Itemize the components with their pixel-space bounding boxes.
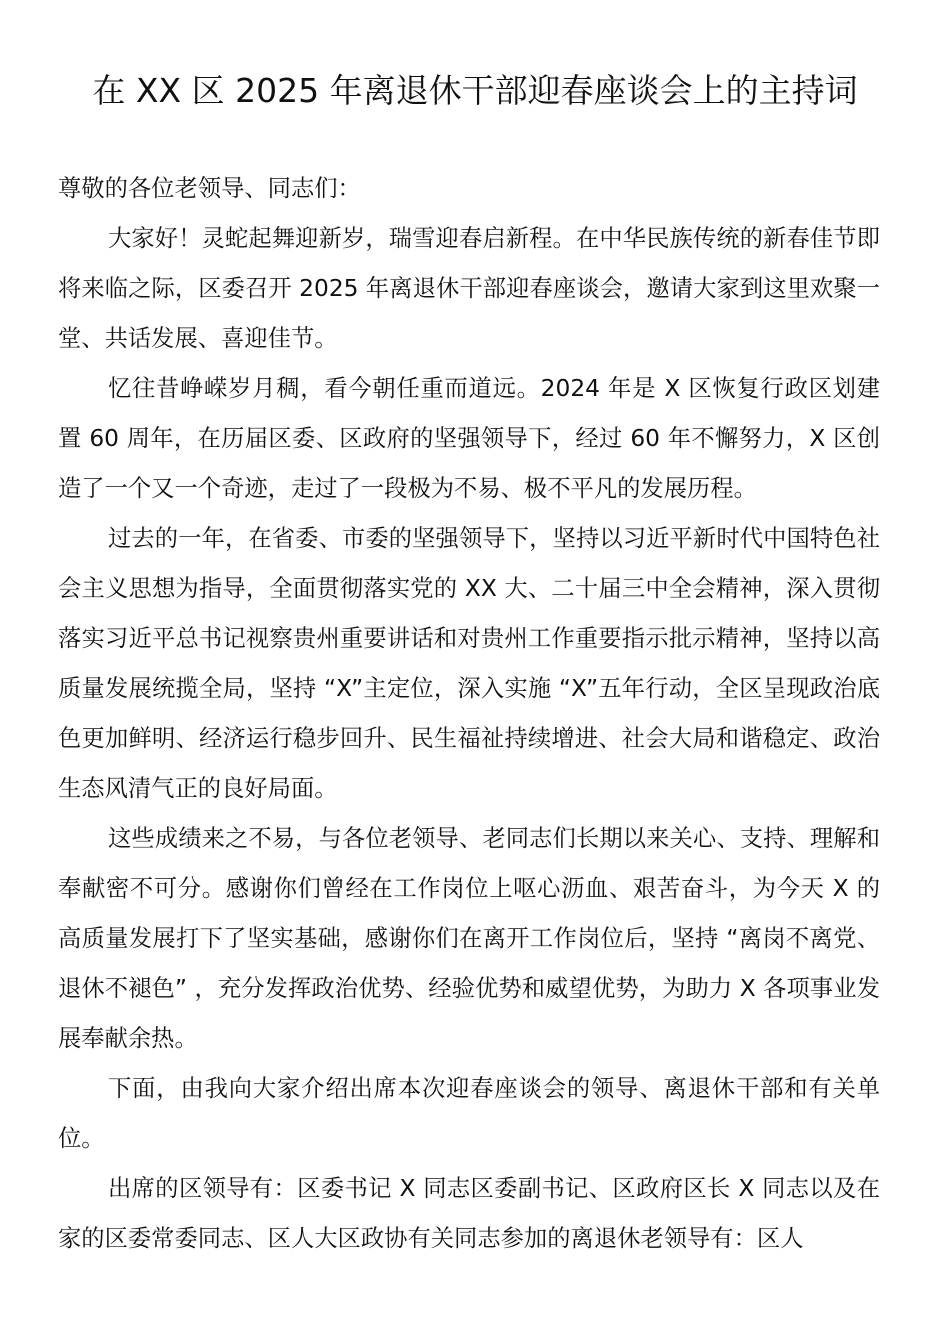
paragraph-history: 忆往昔峥嵘岁月稠，看今朝任重而道远。2024 年是 X 区恢复行政区划建置 60 周年，在历届区委、区政府的坚强领导下，经过 60 年不懈努力，X 区创造了一个又一个奇迹，走过了一段极为不易、极不平凡的发展历程。 [58, 375, 880, 502]
paragraph-thanks: 这些成绩来之不易，与各位老领导、老同志们长期以来关心、支持、理解和奉献密不可分。感谢你们曾经在工作岗位上呕心沥血、艰苦奋斗，为今天 X 的高质量发展打下了坚实基础，感谢你们在离开工作岗位后，坚持 “离岗不离党、退休不褪色” ，充分发挥政治优势、经验优势和威望优势，为助力 X 各项事业发展奉献余热。 [58, 825, 880, 1052]
document-body [58, 164, 880, 1264]
salutation: 尊敬的各位老领导、同志们： [58, 175, 361, 202]
paragraph-greeting: 大家好！灵蛇起舞迎新岁，瑞雪迎春启新程。在中华民族传统的新春佳节即将来临之际，区委召开 2025 年离退休干部迎春座谈会，邀请大家到这里欢聚一堂、共话发展、喜迎佳节。 [58, 225, 880, 352]
paragraph-achievements: 过去的一年，在省委、市委的坚强领导下，坚持以习近平新时代中国特色社会主义思想为指导，全面贯彻落实党的 XX 大、二十届三中全会精神，深入贯彻落实习近平总书记视察贵州重要讲话和对贵州工作重要指示批示精神，坚持以高质量发展统揽全局，坚持 “X”主定位，深入实施 “X”五年行动，全区呈现政治底色更加鲜明、经济运行稳步回升、民生福祉持续增进、社会大局和谐稳定、政治生态风清气正的良好局面。 [58, 525, 880, 802]
document-title: 在 XX 区 2025 年离退休干部迎春座谈会上的主持词 [92, 71, 858, 110]
paragraph-attendees: 出席的区领导有：区委书记 X 同志区委副书记、区政府区长 X 同志以及在家的区委常委同志、区人大区政协有关同志参加的离退休老领导有：区人 [58, 1175, 880, 1252]
paragraph-introduction: 下面，由我向大家介绍出席本次迎春座谈会的领导、离退休干部和有关单位。 [58, 1075, 880, 1152]
